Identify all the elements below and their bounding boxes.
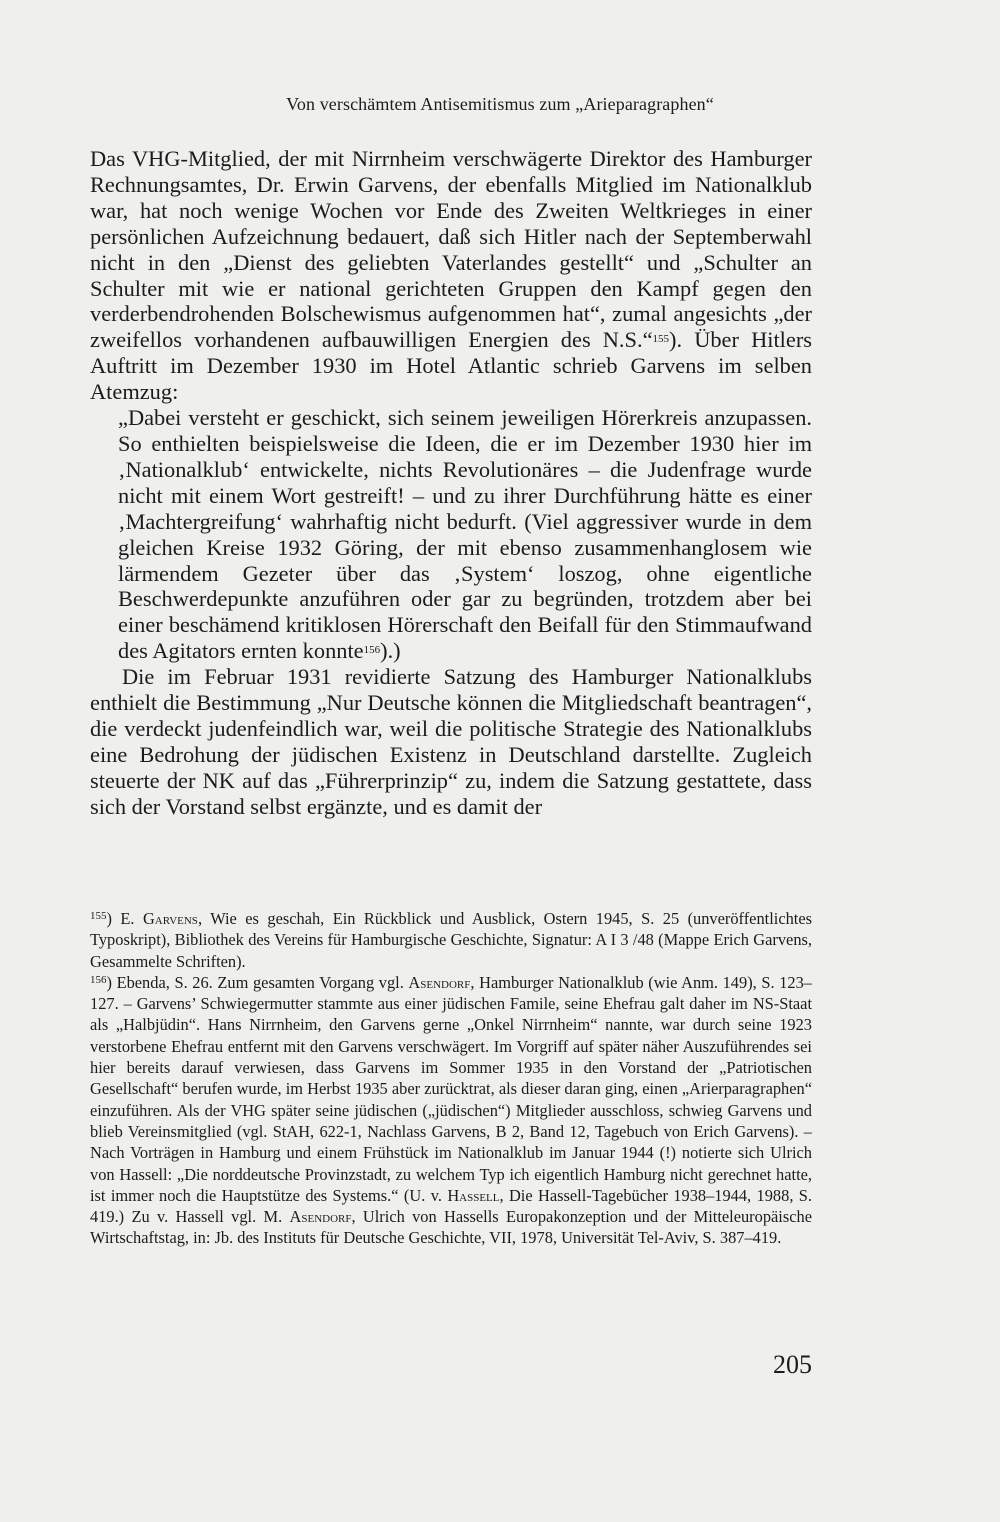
paragraph-satzung: Die im Februar 1931 revidierte Satzung des Hamburger Nationalklubs enthielt die Bestimmung „Nur Deutsche können die Mitgliedschaft beantragen“, die verdeckt judenfeindlich war, weil die politische Strategie des Nationalklubs eine Bedrohung der jüdischen Existenz in Deutschland darstellte. Zugleich steuerte der NK auf das „Führerprinzip“ zu, indem die Satzung gestattete, dass sich der Vorstand selbst ergänzte, und es damit der	[90, 664, 812, 819]
footnote-mark-156: 156	[90, 973, 107, 986]
quote-text: „Dabei versteht er geschickt, sich seinem jeweiligen Hörerkreis anzupassen. So enthielten beispielsweise die Ideen, die er im Dezember 1930 hier im ‚Nationalklub‘ entwickelte, nichts Revolutionäres – die Judenfrage wurde nicht mit einem Wort gestreift! – und zu ihrer Durchführung hätte es einer ‚Machtergreifung‘ wahrhaftig nicht bedurft. (Viel aggressiver wurde in dem gleichen Kreise 1932 Göring, der mit ebenso zusammenhanglosem wie lärmendem Gezeter über das ‚System‘ loszog, ohne eigentliche Beschwerdepunkte anzuführen oder gar zu begründen, trotzdem aber bei einer beschämend kritiklosen Hörerschaft den Beifall für den Stimmaufwand des Agitators ernten konnte	[118, 405, 812, 664]
footnote-ref-155[interactable]: 155	[652, 333, 670, 346]
author-name: Garvens	[142, 909, 198, 928]
paragraph-garvens	[90, 146, 812, 405]
quote-text: ).)	[380, 638, 401, 664]
footnote-text: , Die Hassell-Tagebücher 1938–1944, 1988, S. 419.) Zu v. Hassell vgl. M.	[90, 1185, 812, 1227]
main-text	[90, 146, 812, 820]
footnote-text: , Wie es geschah, Ein Rückblick und Ausblick, Ostern 1945, S. 25 (unveröffentlichtes Typoskript), Bibliothek des Vereins für Hamburgische Geschichte, Signatur: A I 3 /48 (Mappe Erich Garvens, Gesammelte Schriften).	[90, 909, 812, 971]
page-number: 205	[773, 1350, 812, 1379]
running-head: Von verschämtem Antisemitismus zum „Arieparagraphen“	[286, 94, 714, 114]
footnotes	[90, 908, 812, 1249]
footnote-155	[90, 908, 812, 972]
footnote-text: , Ulrich von Hassells Europakonzeption und der Mitteleuropäische Wirtschaftstag, in: Jb. des Instituts für Deutsche Geschichte, VII, 1978, Universität Tel-Aviv, S. 387–419.	[90, 1207, 812, 1248]
footnote-text: ) E.	[106, 909, 143, 928]
paragraph-text: ). Über Hitlers Auftritt im Dezember 1930 im Hotel Atlantic schrieb Garvens im selben Atemzug:	[90, 327, 813, 405]
author-name: Hassell	[447, 1185, 500, 1205]
footnote-mark-155: 155	[90, 910, 107, 922]
block-quote	[90, 405, 812, 664]
author-name: Asendorf	[408, 972, 471, 992]
footnote-ref-156[interactable]: 156	[363, 644, 381, 657]
footnote-text: , Hamburger Nationalklub (wie Anm. 149), S. 123–127. – Garvens’ Schwiegermutter stammte aus einer jüdischen Famile, seine Ehefrau galt daher im NS-Staat als „Halbjüdin“. Hans Nirrnheim, den Garvens gerne „Onkel Nirrnheim“ nannte, war durch seine 1923 verstorbene Ehefrau entfernt mit den Garvens verschwägert. Im Vorgriff auf später näher Auszuführendes sei hier bereits darauf verwiesen, dass Garvens im Sommer 1935 in den Vorstand der „Patriotischen Gesellschaft“ berufen wurde, im Herbst 1935 aber zurücktrat, als dieser daran ging, einen „Arierparagraphen“ einzuführen. Als der VHG später seine jüdischen („jüdischen“) Mitglieder ausschloss, schwieg Garvens und blieb Vereinsmitglied (vgl. StAH, 622-1, Nachlass Garvens, B 2, Band 12, Tagebuch von Erich Garvens). – Nach Vorträgen in Hamburg und einem Frühstück im Nationalklub im Januar 1944 (!) notierte sich Ulrich von Hassell: „Die norddeutsche Provinzstadt, zu welchem Typ ich eigentlich Hamburg nicht gerechnet hatte, ist immer noch die Hauptstütze des Systems.“ (U. v.	[90, 972, 812, 1205]
author-name: Asendorf	[289, 1207, 352, 1227]
footnote-156	[90, 972, 812, 1249]
footnote-text: ) Ebenda, S. 26. Zum gesamten Vorgang vgl.	[106, 972, 409, 992]
paragraph-text: Das VHG-Mitglied, der mit Nirrnheim verschwägerte Direktor des Hamburger Rechnungsamtes, Dr. Erwin Garvens, der ebenfalls Mitglied im Nationalklub war, hat noch wenige Wochen vor Ende des Zweiten Weltkrieges in einer persönlichen Aufzeichnung bedauert, daß sich Hitler nach der Septemberwahl nicht in den „Dienst des geliebten Vaterlandes gestellt“ und „Schulter an Schulter mit wie er national gerichteten Gruppen den Kampf gegen den verderbendrohenden Bolschewismus aufgenommen hat“, zumal angesichts „der zweifellos vorhandenen aufbauwilligen Energien des N.S.“	[90, 146, 812, 353]
